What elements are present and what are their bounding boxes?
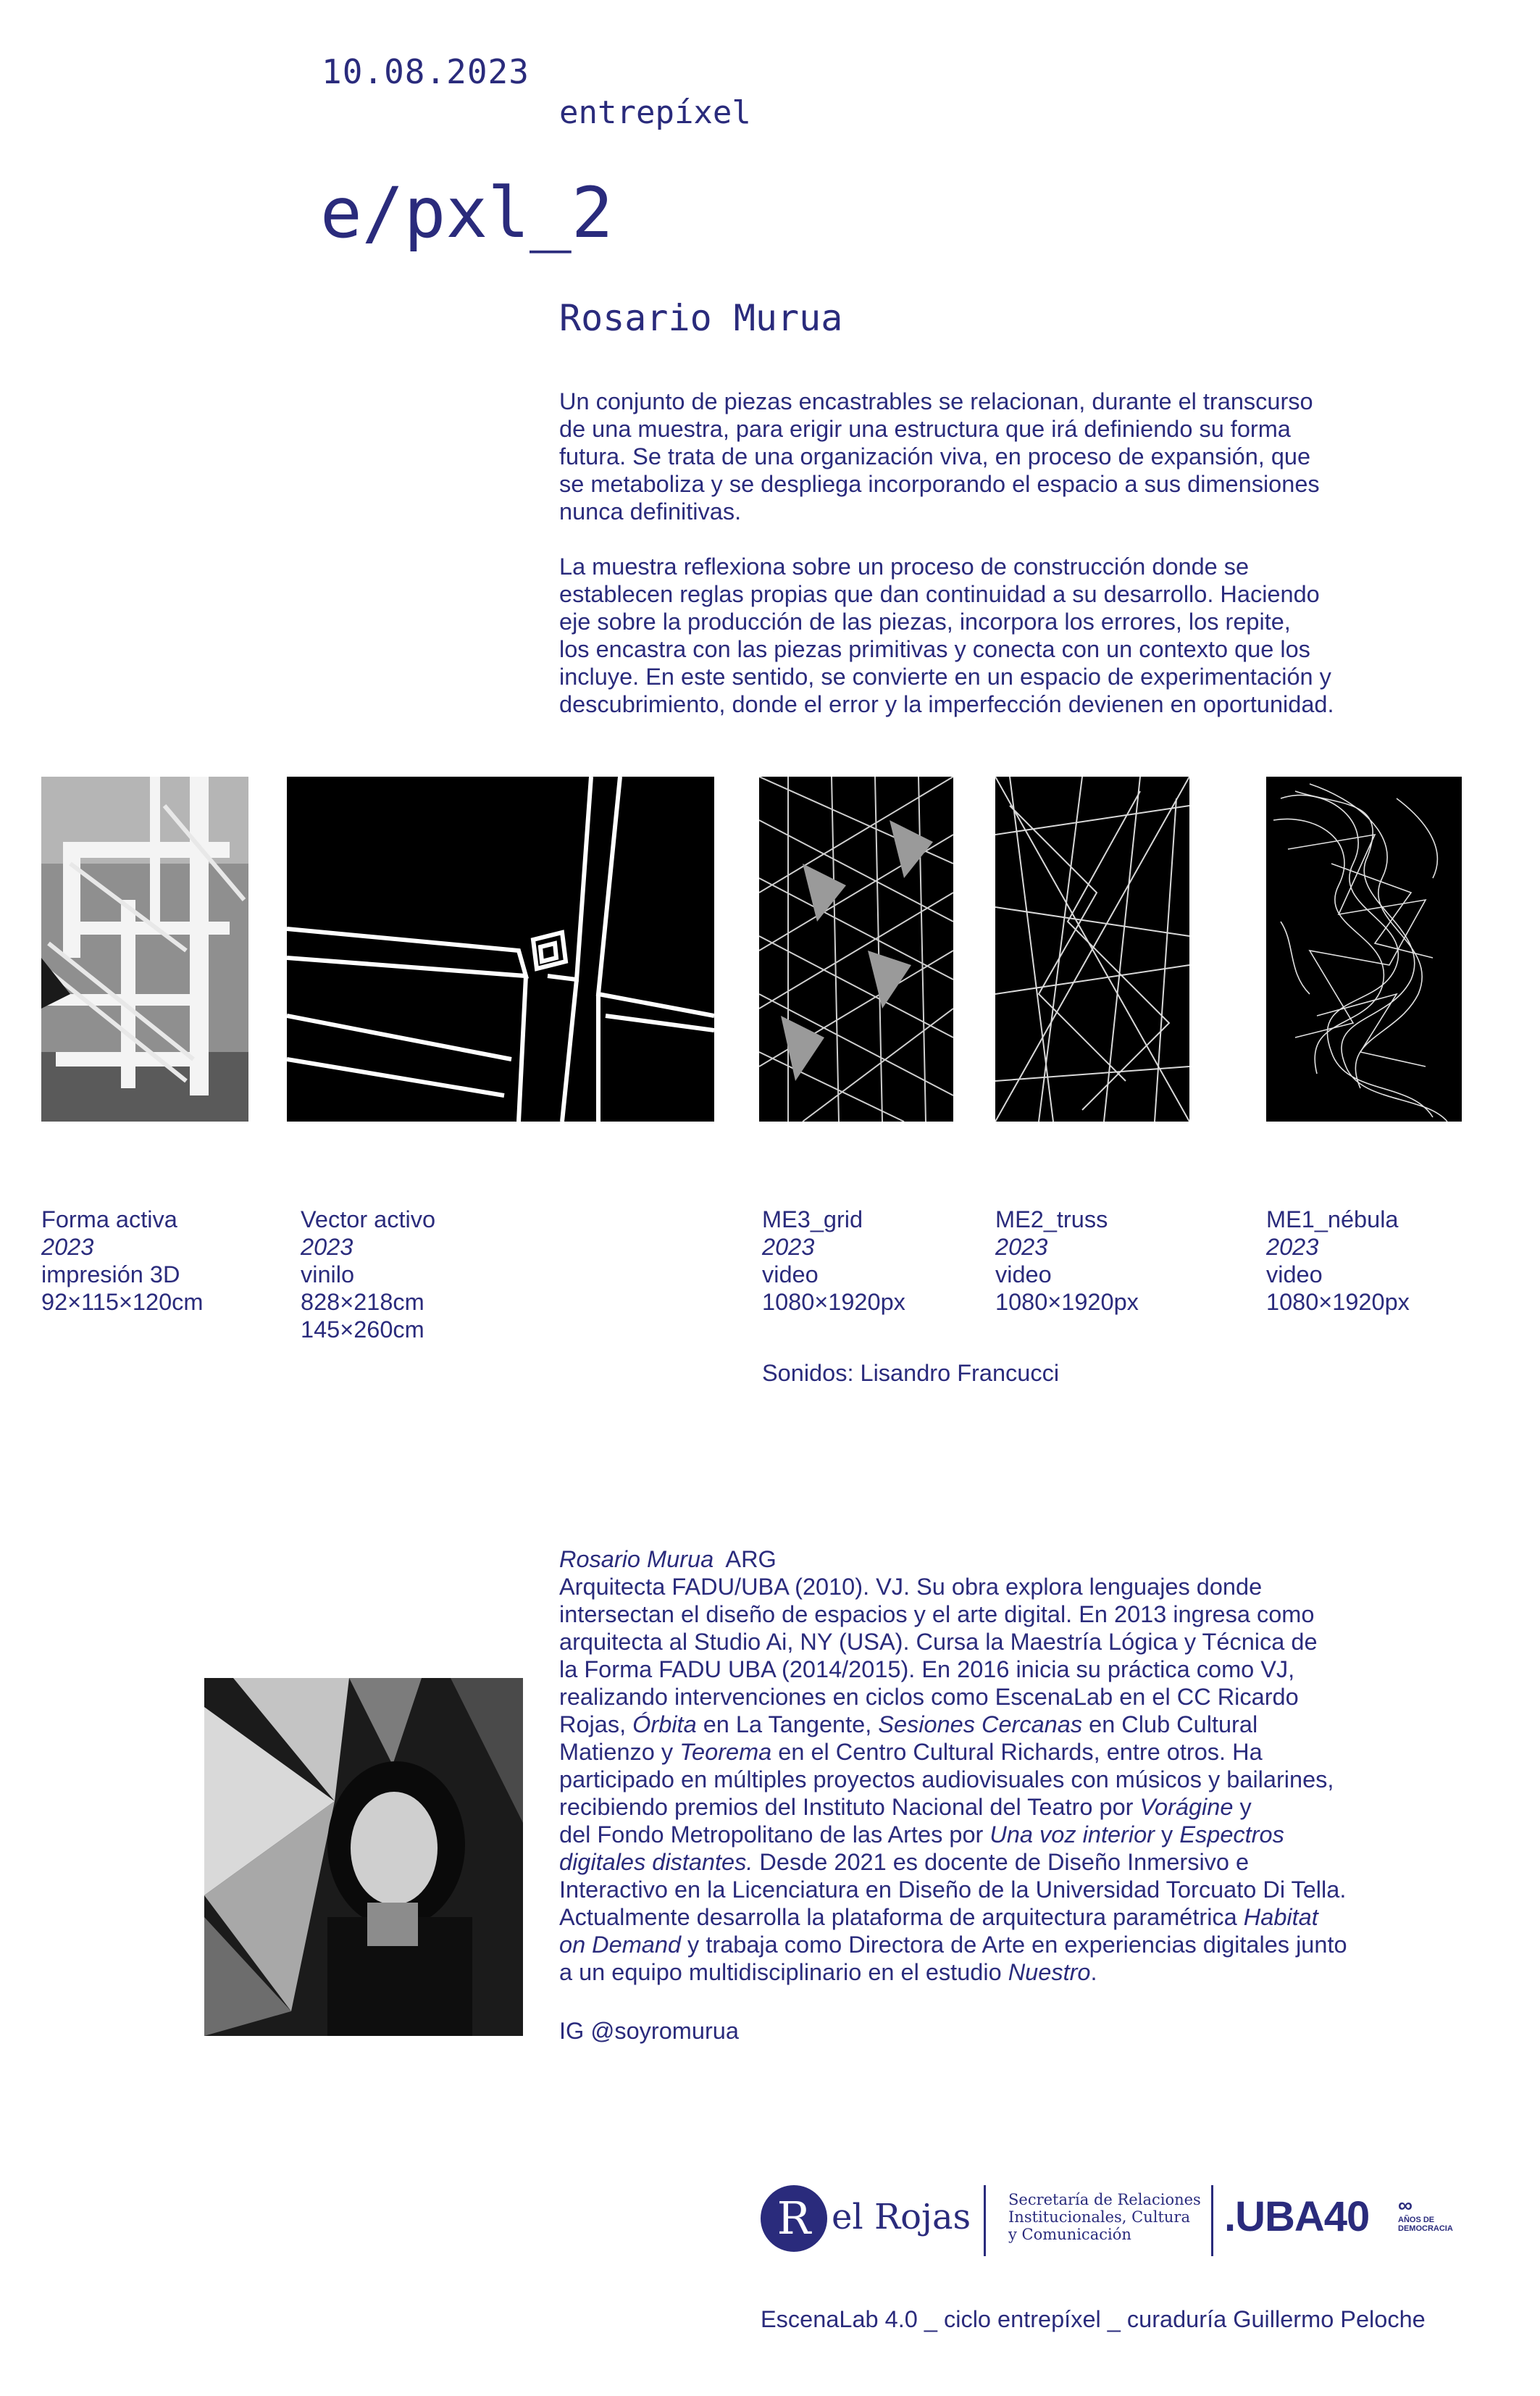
caption-me3-grid bbox=[762, 1206, 905, 1316]
work-year: 2023 bbox=[41, 1234, 94, 1260]
bio-text: Desde 2021 es docente de Diseño Inmersivo e bbox=[753, 1849, 1250, 1875]
bio-text: y trabaja como Directora de Arte en experiencias digitales junto bbox=[681, 1932, 1347, 1958]
intro-line: Un conjunto de piezas encastrables se relacionan, durante el transcurso bbox=[559, 388, 1313, 414]
bio-line bbox=[559, 1821, 1370, 1848]
intro-line: eje sobre la producción de las piezas, incorpora los errores, los repite, bbox=[559, 609, 1291, 635]
work-title: ME1_nébula bbox=[1266, 1206, 1399, 1232]
el-rojas-logo-icon: R bbox=[761, 2185, 827, 2252]
work-dimensions: 92×115×120cm bbox=[41, 1289, 204, 1315]
work-year: 2023 bbox=[762, 1234, 815, 1260]
caption-me1-nebula bbox=[1266, 1206, 1410, 1316]
bio-line bbox=[559, 1766, 1370, 1793]
bio-text: y bbox=[1155, 1821, 1180, 1848]
cycle-name: entrepíxel bbox=[559, 94, 751, 131]
intro-line: se metaboliza y se despliega incorporando el espacio a sus dimensiones bbox=[559, 471, 1320, 497]
uba40-logo-text: .UBA40 bbox=[1224, 2193, 1370, 2240]
artwork-me3-grid-image bbox=[759, 777, 953, 1122]
work-dimensions: 828×218cm bbox=[301, 1289, 424, 1315]
work-medium: vinilo bbox=[301, 1261, 355, 1287]
logo-divider bbox=[1211, 2185, 1213, 2256]
exhibition-title: e/pxl_2 bbox=[320, 172, 614, 254]
uba40-logo-subtitle bbox=[1398, 2216, 1453, 2233]
work-dimensions: 145×260cm bbox=[301, 1316, 424, 1343]
bio-text: en Club Cultural bbox=[1082, 1711, 1258, 1737]
work-medium: impresión 3D bbox=[41, 1261, 180, 1287]
bio-italic-text: Espectros bbox=[1179, 1821, 1284, 1848]
intro-text bbox=[559, 388, 1370, 746]
bio-italic-text: Nuestro bbox=[1008, 1959, 1091, 1985]
intro-line: futura. Se trata de una organización viva, en proceso de expansión, que bbox=[559, 443, 1311, 469]
uba40-subtitle-line: AÑOS DE bbox=[1398, 2216, 1435, 2224]
secretaria-line: Institucionales, Cultura bbox=[1008, 2208, 1190, 2226]
logo-divider bbox=[984, 2185, 986, 2256]
artwork-vector-activo-image bbox=[287, 777, 714, 1122]
bio-line bbox=[559, 1931, 1370, 1958]
intro-line: de una muestra, para erigir una estructura que irá definiendo su forma bbox=[559, 416, 1291, 442]
bio-text: recibiendo premios del Instituto Nacional del Teatro por bbox=[559, 1794, 1140, 1820]
caption-forma-activa bbox=[41, 1206, 203, 1316]
bio-text: en el Centro Cultural Richards, entre otros. Ha bbox=[771, 1739, 1263, 1765]
work-title: Vector activo bbox=[301, 1206, 436, 1232]
work-dimensions: 1080×1920px bbox=[1266, 1289, 1410, 1315]
bio-line bbox=[559, 1793, 1370, 1821]
bio-text: Arquitecta FADU/UBA (2010). VJ. Su obra explora lenguajes donde bbox=[559, 1574, 1263, 1600]
bio-text: Matienzo y bbox=[559, 1739, 680, 1765]
bio-italic-text: Una voz interior bbox=[989, 1821, 1155, 1848]
bio-line bbox=[559, 1848, 1370, 1876]
intro-paragraph bbox=[559, 553, 1370, 718]
bio-line bbox=[559, 1683, 1370, 1711]
work-year: 2023 bbox=[301, 1234, 353, 1260]
bio-text: realizando intervenciones en ciclos como EscenaLab en el CC Ricardo bbox=[559, 1684, 1299, 1710]
secretaria-line: y Comunicación bbox=[1008, 2226, 1131, 2243]
bio-text: Interactivo en la Licenciatura en Diseño de la Universidad Torcuato Di Tella. bbox=[559, 1877, 1347, 1903]
bio-line bbox=[559, 1738, 1370, 1766]
bio-text: del Fondo Metropolitano de las Artes por bbox=[559, 1821, 990, 1848]
bio-italic-text: Teorema bbox=[679, 1739, 772, 1765]
bio-text: ARG bbox=[713, 1546, 777, 1572]
bio-italic-text: Órbita bbox=[632, 1711, 697, 1737]
secretaria-line: Secretaría de Relaciones bbox=[1008, 2191, 1201, 2208]
work-medium: video bbox=[995, 1261, 1052, 1287]
bio-line bbox=[559, 1545, 1370, 1573]
bio-text: Rojas, bbox=[559, 1711, 633, 1737]
bio-text: arquitecta al Studio Ai, NY (USA). Cursa la Maestría Lógica y Técnica de bbox=[559, 1629, 1318, 1655]
bio-text: participado en múltiples proyectos audiovisuales con músicos y bailarines, bbox=[559, 1766, 1334, 1792]
bio-line bbox=[559, 1903, 1370, 1931]
secretaria-logo-text bbox=[1008, 2191, 1201, 2243]
bio-line bbox=[559, 1656, 1370, 1683]
bio-text: y bbox=[1233, 1794, 1252, 1820]
bio-line bbox=[559, 1628, 1370, 1656]
intro-line: nunca definitivas. bbox=[559, 498, 742, 525]
artist-portrait bbox=[204, 1678, 523, 2036]
work-dimensions: 1080×1920px bbox=[762, 1289, 905, 1315]
bio-italic-text: Rosario Murua bbox=[559, 1546, 714, 1572]
bio-line bbox=[559, 1600, 1370, 1628]
bio-italic-text: digitales distantes. bbox=[559, 1849, 753, 1875]
intro-line: los encastra con las piezas primitivas y conecta con un contexto que los bbox=[559, 636, 1310, 662]
instagram-handle[interactable]: IG @soyromurua bbox=[559, 2018, 739, 2044]
intro-paragraph bbox=[559, 388, 1370, 525]
bio-italic-text: on Demand bbox=[559, 1932, 682, 1958]
bio-text: la Forma FADU UBA (2014/2015). En 2016 inicia su práctica como VJ, bbox=[559, 1656, 1295, 1682]
footer-credit: EscenaLab 4.0 _ ciclo entrepíxel _ curaduría Guillermo Peloche bbox=[761, 2306, 1426, 2332]
work-title: ME2_truss bbox=[995, 1206, 1108, 1232]
bio-line bbox=[559, 1876, 1370, 1903]
work-title: ME3_grid bbox=[762, 1206, 863, 1232]
bio-line bbox=[559, 1958, 1370, 1986]
bio-text: intersectan el diseño de espacios y el arte digital. En 2013 ingresa como bbox=[559, 1601, 1315, 1627]
artwork-me1-nebula-image bbox=[1266, 777, 1462, 1122]
work-year: 2023 bbox=[1266, 1234, 1319, 1260]
bio-italic-text: Habitat bbox=[1243, 1904, 1318, 1930]
bio-italic-text: Vorágine bbox=[1139, 1794, 1234, 1820]
bio-line bbox=[559, 1573, 1370, 1600]
bio-line bbox=[559, 1711, 1370, 1738]
work-medium: video bbox=[762, 1261, 819, 1287]
event-date: 10.08.2023 bbox=[322, 52, 530, 91]
bio-text: Actualmente desarrolla la plataforma de arquitectura paramétrica bbox=[559, 1904, 1244, 1930]
intro-line: descubrimiento, donde el error y la imperfección devienen en oportunidad. bbox=[559, 691, 1334, 717]
work-dimensions: 1080×1920px bbox=[995, 1289, 1139, 1315]
work-title: Forma activa bbox=[41, 1206, 177, 1232]
intro-line: La muestra reflexiona sobre un proceso de construcción donde se bbox=[559, 554, 1250, 580]
bio-text: . bbox=[1090, 1959, 1097, 1985]
artist-name: Rosario Murua bbox=[559, 297, 843, 339]
caption-me2-truss bbox=[995, 1206, 1139, 1316]
sound-credit: Sonidos: Lisandro Francucci bbox=[762, 1360, 1060, 1386]
artwork-me2-truss-image bbox=[995, 777, 1189, 1122]
bio-text: en La Tangente, bbox=[696, 1711, 879, 1737]
el-rojas-logo-text: el Rojas bbox=[832, 2197, 971, 2237]
work-year: 2023 bbox=[995, 1234, 1048, 1260]
caption-vector-activo bbox=[301, 1206, 435, 1343]
artist-bio bbox=[559, 1545, 1370, 1986]
artwork-forma-activa-image bbox=[41, 777, 248, 1122]
bio-text: a un equipo multidisciplinario en el estudio bbox=[559, 1959, 1008, 1985]
uba40-subtitle-line: DEMOCRACIA bbox=[1398, 2224, 1453, 2233]
bio-italic-text: Sesiones Cercanas bbox=[878, 1711, 1083, 1737]
intro-line: incluye. En este sentido, se convierte en un espacio de experimentación y bbox=[559, 664, 1331, 690]
intro-line: establecen reglas propias que dan continuidad a su desarrollo. Haciendo bbox=[559, 581, 1320, 607]
infinity-icon: ∞ bbox=[1398, 2194, 1413, 2216]
work-medium: video bbox=[1266, 1261, 1323, 1287]
